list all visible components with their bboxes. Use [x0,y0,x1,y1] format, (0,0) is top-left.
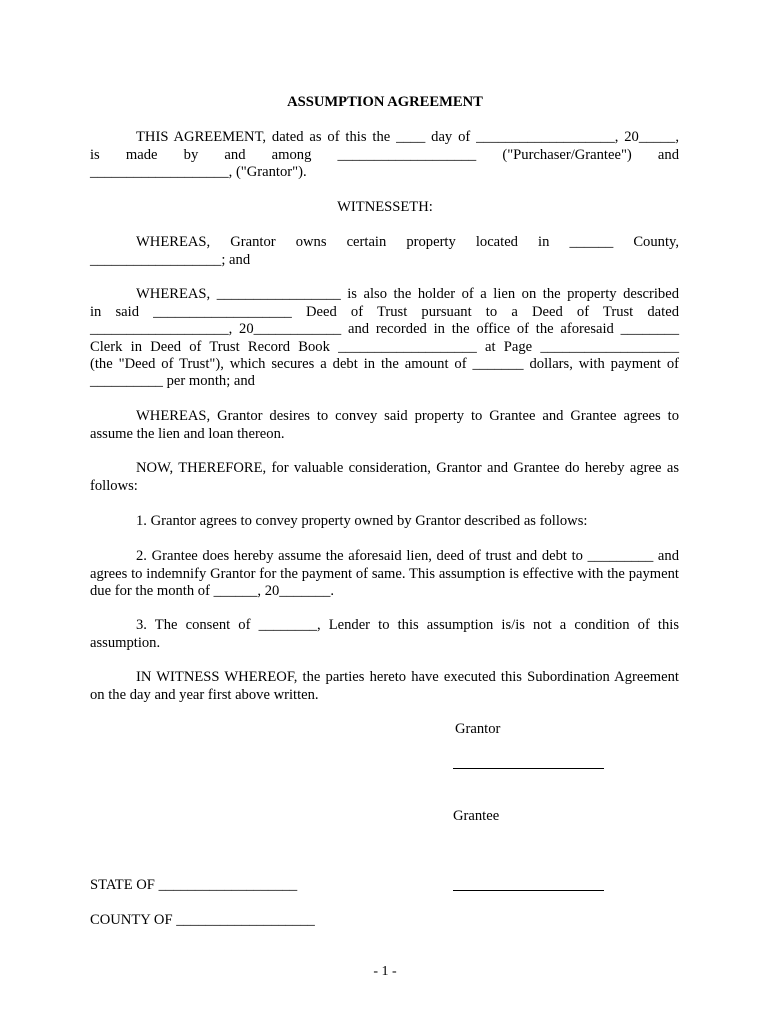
state-of-line: STATE OF ___________________ [90,877,298,893]
grantee-label: Grantee [453,808,500,824]
item-2-paragraph: 2. Grantee does hereby assume the aforesaid lien, deed of trust and debt to _________ and agrees to indemnify Grantor for the payment of same. This assumption is effective with the payment due for the month of ______, 20_______. [90,548,679,599]
now-therefore-paragraph: NOW, THEREFORE, for valuable consideration, Grantor and Grantee do hereby agree as follows: [90,460,679,494]
opening-line-1: THIS AGREEMENT, dated as of this the ____ day of ___________________, 20_____, [136,129,679,145]
grantor-signature-line [453,768,604,769]
document-title: ASSUMPTION AGREEMENT [287,94,483,110]
opening-line-2: is made by and among ___________________ ("Purchaser/Grantee") and [90,147,679,163]
item-1-paragraph: 1. Grantor agrees to convey property owned by Grantor described as follows: [136,513,588,529]
opening-line-3: ___________________, ("Grantor"). [90,164,307,180]
grantor-label: Grantor [455,721,501,737]
whereas-2-line-1: WHEREAS, _________________ is also the holder of a lien on the property described [136,286,679,302]
whereas-1-line-2: __________________; and [90,252,251,268]
whereas-2-line-5: (the "Deed of Trust"), which secures a debt in the amount of _______ dollars, with payment of [90,356,679,372]
witnesseth-heading: WITNESSETH: [337,199,433,215]
whereas-2-line-4: Clerk in Deed of Trust Record Book ___________________ at Page ___________________ [90,339,679,355]
grantee-signature-line [453,890,604,891]
whereas-2-line-2: in said ___________________ Deed of Trust pursuant to a Deed of Trust dated [90,304,679,320]
page-number: - 1 - [373,964,397,979]
whereas-1-line-1: WHEREAS, Grantor owns certain property located in ______ County, [136,234,679,250]
county-of-line: COUNTY OF ___________________ [90,912,315,928]
whereas-2-line-6: __________ per month; and [90,373,255,389]
in-witness-paragraph: IN WITNESS WHEREOF, the parties hereto have executed this Subordination Agreement on the day and year first above written. [90,669,679,703]
whereas-2-line-3: ___________________, 20____________ and recorded in the office of the aforesaid ________ [90,321,679,337]
item-3-paragraph: 3. The consent of ________, Lender to this assumption is/is not a condition of this assumption. [90,617,679,651]
whereas-3-paragraph: WHEREAS, Grantor desires to convey said property to Grantee and Grantee agrees to assume the lien and loan thereon. [90,408,679,442]
